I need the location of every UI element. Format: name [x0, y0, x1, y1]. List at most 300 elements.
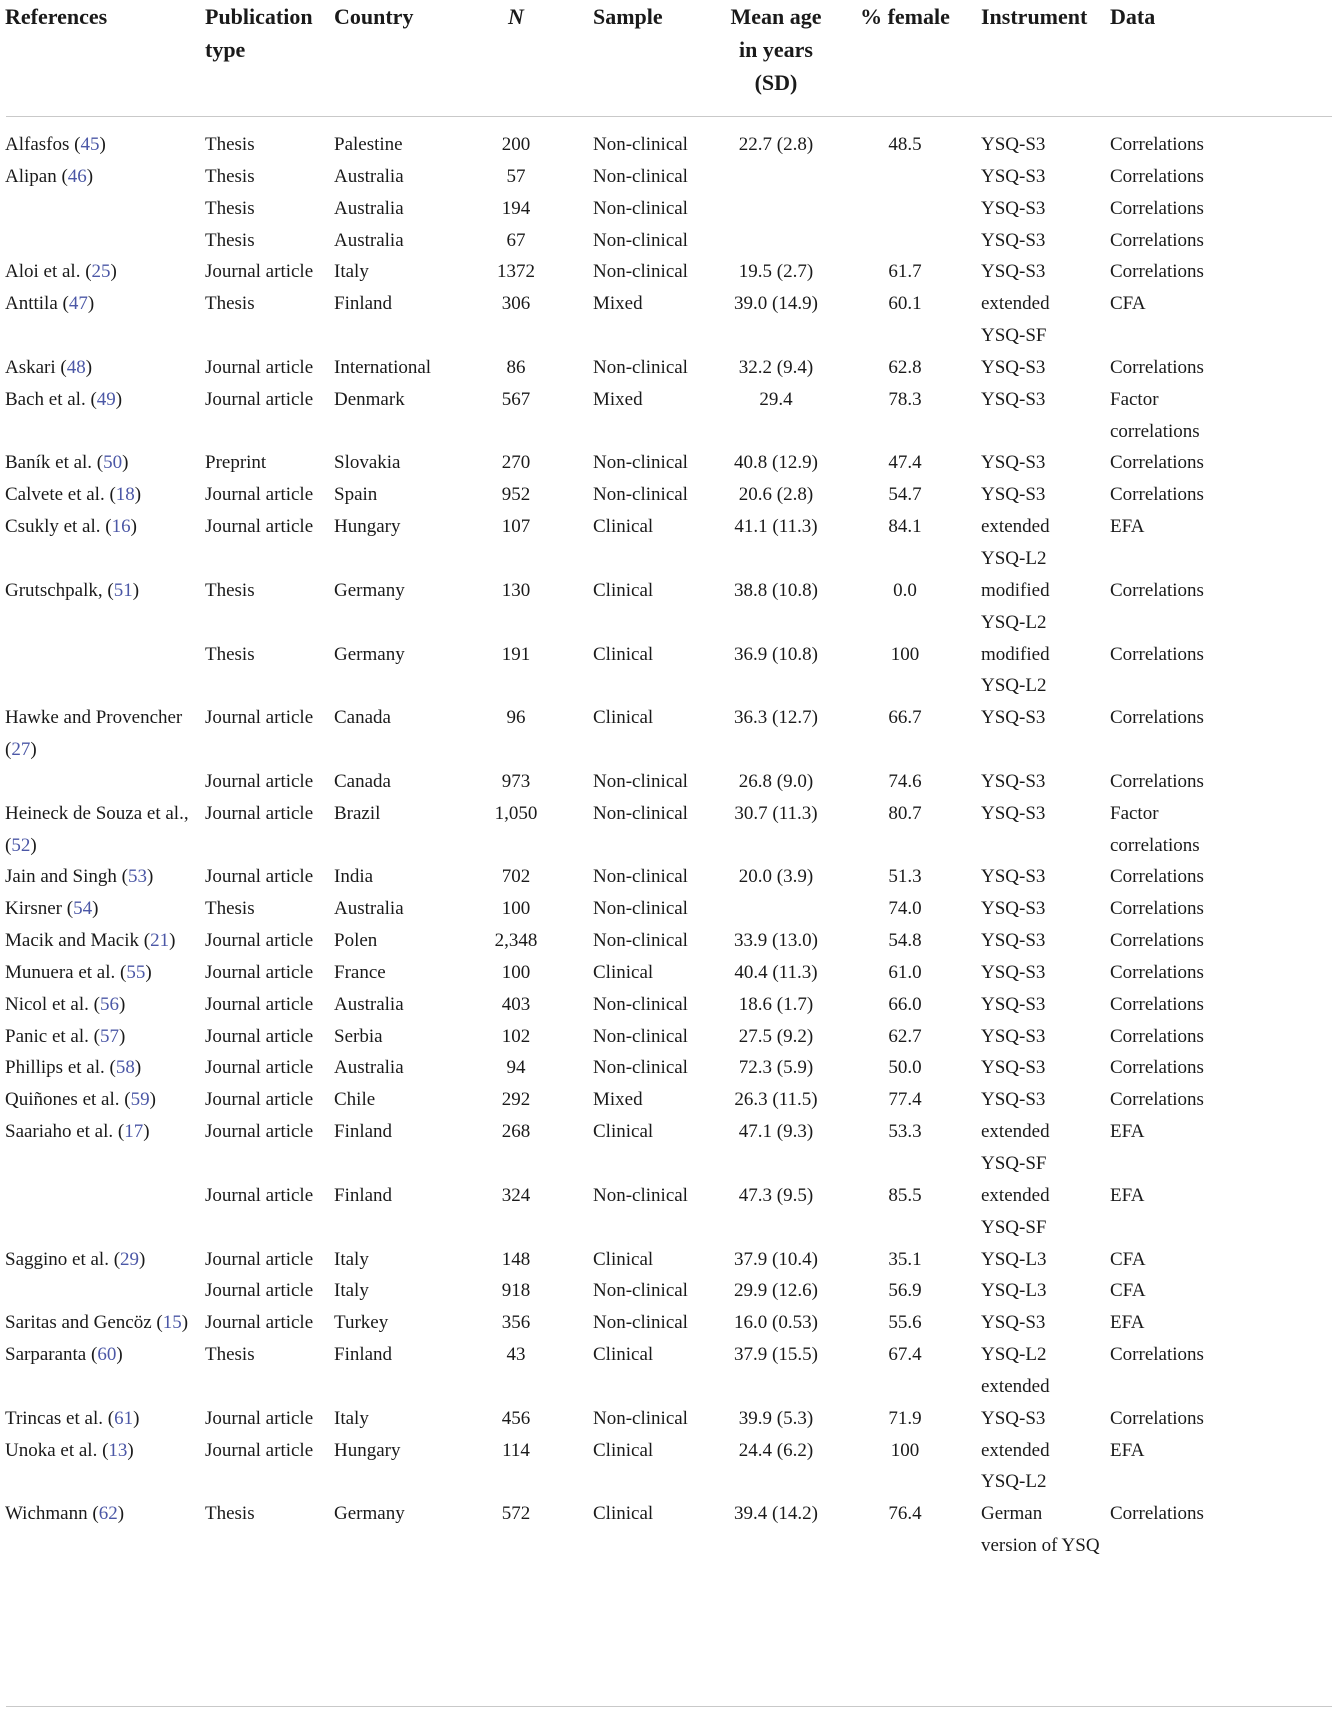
cell-publication-type: Journal article — [205, 1057, 314, 1079]
reference-close-paren: ) — [143, 1121, 150, 1143]
cell-instrument — [981, 957, 1106, 989]
reference-close-paren: ) — [115, 388, 123, 410]
cell-percent-female: 71.9 — [888, 1407, 922, 1429]
cell-country: India — [334, 866, 374, 888]
reference-author: Grutschpalk, ( — [5, 579, 114, 601]
reference-line — [5, 1339, 200, 1371]
header-mean-age — [716, 0, 836, 99]
header-divider — [6, 116, 1332, 117]
cell-data-line: Correlations — [1110, 579, 1204, 601]
cell-n: 100 — [501, 961, 531, 983]
cell-percent-female: 55.6 — [888, 1312, 922, 1334]
cell-mean-age: 47.1 (9.3) — [738, 1121, 814, 1143]
cell-sample: Non-clinical — [593, 1280, 688, 1302]
cell-n: 292 — [501, 1089, 531, 1111]
cell-instrument — [981, 925, 1106, 957]
cell-percent-female: 62.8 — [888, 356, 922, 378]
cell-data-line: Correlations — [1110, 1344, 1204, 1366]
reference-number-link[interactable]: 55 — [126, 961, 146, 983]
reference-line — [5, 989, 200, 1021]
reference-close-paren: ) — [110, 261, 117, 283]
cell-mean-age: 37.9 (15.5) — [734, 1344, 818, 1366]
cell-reference — [5, 384, 200, 416]
cell-data-line: EFA — [1110, 1312, 1145, 1334]
cell-instrument-line: YSQ-S3 — [981, 1025, 1046, 1047]
table-row — [0, 925, 1334, 957]
cell-publication-type: Journal article — [205, 516, 314, 538]
table-row — [0, 161, 1334, 193]
cell-sample: Clinical — [593, 579, 654, 601]
cell-instrument-line: extended — [981, 516, 1050, 538]
cell-publication-type: Journal article — [205, 1089, 314, 1111]
reference-line — [5, 1084, 200, 1116]
cell-data — [1110, 798, 1234, 862]
cell-data-line: EFA — [1110, 516, 1145, 538]
cell-publication-type: Thesis — [205, 229, 255, 251]
reference-number-link[interactable]: 53 — [127, 866, 147, 888]
reference-author: Unoka et al. ( — [5, 1439, 109, 1461]
table-row — [0, 702, 1334, 766]
cell-data-line: Correlations — [1110, 898, 1204, 920]
header-mean-age-line: Mean age — [730, 4, 822, 29]
cell-instrument-line: YSQ-S3 — [981, 866, 1046, 888]
cell-instrument — [981, 1180, 1106, 1244]
cell-n: 1,050 — [494, 802, 538, 824]
cell-instrument-line: YSQ-L2 — [981, 675, 1047, 697]
cell-data — [1110, 1244, 1234, 1276]
cell-sample: Non-clinical — [593, 452, 688, 474]
cell-publication-type: Journal article — [205, 1184, 314, 1206]
cell-reference — [5, 798, 200, 862]
cell-mean-age: 41.1 (11.3) — [734, 516, 818, 538]
cell-country: Germany — [334, 643, 405, 665]
cell-percent-female: 47.4 — [888, 452, 922, 474]
cell-country: Australia — [334, 197, 404, 219]
reference-line — [5, 161, 200, 193]
cell-mean-age: 19.5 (2.7) — [738, 261, 814, 283]
cell-sample: Non-clinical — [593, 1025, 688, 1047]
cell-sample: Non-clinical — [593, 356, 688, 378]
cell-country: France — [334, 961, 386, 983]
cell-instrument — [981, 1307, 1106, 1339]
cell-data — [1110, 1307, 1234, 1339]
reference-author: Wichmann ( — [5, 1503, 99, 1525]
reference-number-link[interactable]: 47 — [68, 293, 88, 315]
cell-publication-type: Thesis — [205, 898, 255, 920]
cell-instrument-line: YSQ-S3 — [981, 452, 1046, 474]
cell-mean-age: 37.9 (10.4) — [734, 1248, 818, 1270]
cell-data-line: Correlations — [1110, 866, 1204, 888]
reference-number-link[interactable]: 21 — [150, 930, 170, 952]
reference-author: Anttila ( — [5, 293, 69, 315]
cell-instrument-line: extended — [981, 1375, 1050, 1397]
table-row — [0, 511, 1334, 575]
cell-data-line: correlations — [1110, 834, 1200, 856]
reference-line — [5, 511, 200, 543]
cell-instrument-line: YSQ-S3 — [981, 961, 1046, 983]
reference-author: Csukly et al. ( — [5, 516, 112, 538]
cell-sample: Non-clinical — [593, 1407, 688, 1429]
cell-reference — [5, 1339, 200, 1371]
cell-reference — [5, 861, 200, 893]
cell-sample: Clinical — [593, 1503, 654, 1525]
header-publication-type — [205, 0, 325, 66]
cell-percent-female: 66.7 — [888, 707, 922, 729]
cell-mean-age: 29.4 — [759, 388, 793, 410]
reference-number-link[interactable]: 50 — [103, 452, 123, 474]
reference-author: Quiñones et al. ( — [5, 1089, 131, 1111]
reference-number-link[interactable]: 25 — [91, 261, 111, 283]
cell-instrument — [981, 384, 1106, 416]
cell-instrument-line: YSQ-S3 — [981, 484, 1046, 506]
cell-n: 114 — [502, 1439, 530, 1461]
cell-country: Australia — [334, 993, 404, 1015]
cell-mean-age: 36.3 (12.7) — [734, 707, 818, 729]
table-row — [0, 1403, 1334, 1435]
reference-number-link[interactable]: 18 — [115, 484, 135, 506]
cell-publication-type: Journal article — [205, 1439, 314, 1461]
cell-sample: Clinical — [593, 643, 654, 665]
table-row — [0, 129, 1334, 161]
cell-publication-type: Journal article — [205, 1312, 314, 1334]
reference-author: Hawke and Provencher — [5, 707, 183, 729]
cell-n: 86 — [506, 356, 526, 378]
cell-n: 952 — [501, 484, 531, 506]
cell-instrument — [981, 1339, 1106, 1403]
cell-sample: Non-clinical — [593, 229, 688, 251]
cell-n: 130 — [501, 579, 531, 601]
cell-instrument-line: modified — [981, 579, 1050, 601]
cell-sample: Non-clinical — [593, 930, 688, 952]
cell-data-line: Correlations — [1110, 356, 1204, 378]
reference-number-link[interactable]: 17 — [124, 1121, 144, 1143]
cell-n: 191 — [501, 643, 531, 665]
reference-line — [5, 830, 200, 862]
cell-country: Italy — [334, 1280, 369, 1302]
cell-sample: Non-clinical — [593, 993, 688, 1015]
cell-data — [1110, 1339, 1234, 1371]
cell-mean-age: 33.9 (13.0) — [734, 930, 818, 952]
cell-n: 702 — [501, 866, 531, 888]
cell-data — [1110, 1498, 1234, 1530]
cell-instrument-line: YSQ-L2 — [981, 1344, 1047, 1366]
cell-reference — [5, 129, 200, 161]
table-row — [0, 957, 1334, 989]
cell-data — [1110, 766, 1234, 798]
cell-sample: Mixed — [593, 293, 643, 315]
cell-percent-female: 62.7 — [888, 1025, 922, 1047]
table-row — [0, 1307, 1334, 1339]
cell-percent-female: 56.9 — [888, 1280, 922, 1302]
cell-percent-female: 54.7 — [888, 484, 922, 506]
cell-country: Brazil — [334, 802, 381, 824]
cell-reference — [5, 1021, 200, 1053]
reference-author: Nicol et al. ( — [5, 993, 100, 1015]
cell-reference — [5, 1403, 200, 1435]
reference-close-paren: ) — [86, 165, 94, 187]
cell-mean-age: 18.6 (1.7) — [738, 993, 814, 1015]
cell-instrument-line: modified — [981, 643, 1050, 665]
cell-reference — [5, 575, 200, 607]
reference-author: Aloi et al. ( — [5, 261, 92, 283]
cell-sample: Mixed — [593, 388, 643, 410]
cell-percent-female: 84.1 — [888, 516, 922, 538]
cell-instrument-line: YSQ-S3 — [981, 165, 1046, 187]
cell-instrument — [981, 129, 1106, 161]
cell-sample: Clinical — [593, 1439, 654, 1461]
cell-instrument — [981, 479, 1106, 511]
cell-n: 306 — [501, 293, 531, 315]
reference-author: Phillips et al. ( — [5, 1057, 116, 1079]
cell-data-line: EFA — [1110, 1121, 1145, 1143]
cell-instrument — [981, 1435, 1106, 1499]
reference-author: Saritas and Gencöz ( — [5, 1312, 163, 1334]
cell-instrument — [981, 447, 1106, 479]
cell-n: 107 — [501, 516, 531, 538]
cell-n: 57 — [506, 165, 526, 187]
reference-close-paren: ) — [134, 1057, 142, 1079]
header-country — [334, 0, 454, 33]
cell-data-line: Correlations — [1110, 1503, 1204, 1525]
header-sample — [593, 0, 713, 33]
reference-number-link[interactable]: 13 — [108, 1439, 128, 1461]
reference-number-link[interactable]: 51 — [113, 579, 133, 601]
header-n-text: N — [508, 4, 524, 29]
cell-sample: Non-clinical — [593, 134, 688, 155]
cell-instrument — [981, 352, 1106, 384]
cell-reference — [5, 989, 200, 1021]
cell-data-line: Correlations — [1110, 1025, 1204, 1047]
cell-data-line: CFA — [1110, 1248, 1146, 1270]
cell-n: 403 — [501, 993, 531, 1015]
cell-country: Italy — [334, 261, 369, 283]
table-row — [0, 225, 1334, 257]
reference-number-link[interactable]: 61 — [114, 1407, 134, 1429]
cell-data — [1110, 861, 1234, 893]
cell-mean-age: 26.3 (11.5) — [734, 1089, 818, 1111]
reference-number-link[interactable]: 29 — [120, 1248, 140, 1270]
reference-line — [5, 352, 200, 384]
cell-instrument-line: YSQ-SF — [981, 1153, 1047, 1174]
cell-n: 1372 — [497, 261, 535, 283]
cell-publication-type: Thesis — [205, 134, 255, 155]
header-instrument — [981, 0, 1106, 33]
cell-data-line: Correlations — [1110, 1089, 1204, 1111]
cell-percent-female: 78.3 — [888, 388, 922, 410]
cell-mean-age: 39.0 (14.9) — [734, 293, 818, 315]
cell-reference — [5, 1052, 200, 1084]
cell-percent-female: 61.0 — [888, 961, 922, 983]
cell-sample: Non-clinical — [593, 866, 688, 888]
cell-sample: Non-clinical — [593, 898, 688, 920]
reference-close-paren: ) — [139, 1248, 146, 1270]
cell-percent-female: 76.4 — [888, 1503, 922, 1525]
cell-country: Australia — [334, 229, 404, 251]
cell-data-line: EFA — [1110, 1184, 1145, 1206]
cell-data-line: CFA — [1110, 293, 1146, 315]
reference-number-link[interactable]: 46 — [67, 165, 87, 187]
cell-reference — [5, 1244, 200, 1276]
cell-reference — [5, 161, 200, 193]
cell-sample: Non-clinical — [593, 197, 688, 219]
cell-country: Slovakia — [334, 452, 401, 474]
cell-data — [1110, 479, 1234, 511]
cell-mean-age: 36.9 (10.8) — [734, 643, 818, 665]
cell-mean-age: 30.7 (11.3) — [734, 802, 818, 824]
cell-country: Finland — [334, 1121, 393, 1143]
cell-data — [1110, 352, 1234, 384]
cell-reference — [5, 511, 200, 543]
cell-instrument-line: extended — [981, 293, 1050, 315]
reference-number-link[interactable]: 15 — [162, 1312, 182, 1334]
table-row — [0, 193, 1334, 225]
cell-percent-female: 77.4 — [888, 1089, 922, 1111]
cell-country: Polen — [334, 930, 378, 952]
reference-number-link[interactable]: 27 — [11, 739, 31, 761]
header-percent-female-line: % female — [860, 4, 950, 29]
header-country-line: Country — [334, 4, 414, 29]
cell-instrument — [981, 511, 1106, 575]
header-mean-age-line: in years — [739, 37, 813, 62]
cell-country: Germany — [334, 579, 405, 601]
reference-number-link[interactable]: 16 — [111, 516, 131, 538]
cell-instrument-line: YSQ-SF — [981, 325, 1047, 347]
cell-percent-female: 50.0 — [888, 1057, 922, 1079]
reference-author: Saariaho et al. ( — [5, 1121, 125, 1143]
cell-percent-female: 60.1 — [888, 293, 922, 315]
cell-mean-age: 26.8 (9.0) — [738, 770, 814, 792]
cell-instrument — [981, 1052, 1106, 1084]
reference-number-link[interactable]: 57 — [99, 1025, 119, 1047]
cell-instrument-line: extended — [981, 1439, 1050, 1461]
cell-n: 918 — [501, 1280, 531, 1302]
cell-publication-type: Journal article — [205, 261, 314, 283]
reference-number-link[interactable]: 52 — [11, 834, 31, 856]
reference-close-paren: ) — [87, 293, 95, 315]
cell-percent-female: 100 — [890, 1439, 920, 1461]
reference-close-paren: ) — [181, 1312, 189, 1334]
cell-mean-age: 24.4 (6.2) — [738, 1439, 814, 1461]
reference-close-paren: ) — [133, 1407, 140, 1429]
cell-data — [1110, 256, 1234, 288]
reference-close-paren: ) — [30, 739, 37, 761]
reference-close-paren: ) — [134, 484, 142, 506]
table-header — [0, 0, 1334, 117]
reference-number-link[interactable]: 54 — [73, 898, 93, 920]
table-row — [0, 861, 1334, 893]
cell-data — [1110, 989, 1234, 1021]
cell-sample: Clinical — [593, 707, 654, 729]
table-row — [0, 1498, 1334, 1562]
cell-mean-age: 29.9 (12.6) — [734, 1280, 818, 1302]
cell-mean-age: 40.8 (12.9) — [734, 452, 818, 474]
cell-data — [1110, 925, 1234, 957]
cell-reference — [5, 1307, 200, 1339]
reference-number-link[interactable]: 48 — [66, 356, 86, 378]
reference-line — [5, 288, 200, 320]
cell-sample: Non-clinical — [593, 1184, 688, 1206]
cell-data-line: Correlations — [1110, 993, 1204, 1015]
reference-line — [5, 1244, 200, 1276]
cell-n: 268 — [501, 1121, 531, 1143]
cell-instrument-line: YSQ-L3 — [981, 1280, 1047, 1302]
cell-n: 96 — [506, 707, 526, 729]
header-references-line: References — [5, 4, 108, 29]
reference-author: Trincas et al. ( — [5, 1407, 115, 1429]
reference-close-paren: ) — [146, 866, 154, 888]
cell-sample: Non-clinical — [593, 165, 688, 187]
cell-publication-type: Journal article — [205, 707, 314, 729]
table-row — [0, 1180, 1334, 1244]
reference-close-paren: ) — [118, 993, 126, 1015]
reference-number-link[interactable]: 58 — [115, 1057, 135, 1079]
reference-line — [5, 1435, 200, 1467]
cell-sample: Non-clinical — [593, 261, 688, 283]
reference-close-paren: ) — [116, 1344, 123, 1366]
cell-data-line: correlations — [1110, 420, 1200, 442]
cell-instrument — [981, 256, 1106, 288]
cell-instrument-line: YSQ-L2 — [981, 1471, 1047, 1493]
reference-line — [5, 1052, 200, 1084]
cell-country: International — [334, 356, 432, 378]
table-row — [0, 1052, 1334, 1084]
cell-publication-type: Journal article — [205, 961, 314, 983]
cell-mean-age: 40.4 (11.3) — [734, 961, 818, 983]
reference-author: Macik and Macik ( — [5, 930, 151, 952]
cell-n: 270 — [501, 452, 531, 474]
cell-data-line: Correlations — [1110, 930, 1204, 952]
reference-author: ( — [5, 834, 12, 856]
cell-n: 356 — [501, 1312, 531, 1334]
cell-data — [1110, 447, 1234, 479]
cell-n: 572 — [501, 1503, 531, 1525]
reference-line — [5, 479, 200, 511]
reference-author: Calvete et al. ( — [5, 484, 116, 506]
cell-percent-female: 66.0 — [888, 993, 922, 1015]
cell-data-line: Correlations — [1110, 229, 1204, 251]
cell-data-line: Correlations — [1110, 1407, 1204, 1429]
header-instrument-line: Instrument — [981, 4, 1088, 29]
reference-number-link[interactable]: 62 — [98, 1503, 118, 1525]
cell-sample: Clinical — [593, 1121, 654, 1143]
cell-percent-female: 74.0 — [888, 898, 922, 920]
cell-mean-age: 22.7 (2.8) — [738, 134, 814, 155]
cell-data-line: Correlations — [1110, 770, 1204, 792]
cell-mean-age: 47.3 (9.5) — [738, 1184, 814, 1206]
reference-number-link[interactable]: 49 — [96, 388, 116, 410]
cell-instrument-line: YSQ-S3 — [981, 229, 1046, 251]
reference-number-link[interactable]: 56 — [99, 993, 119, 1015]
cell-percent-female: 80.7 — [888, 802, 922, 824]
reference-number-link[interactable]: 60 — [97, 1344, 117, 1366]
cell-instrument-line: YSQ-SF — [981, 1216, 1047, 1238]
table-row — [0, 1339, 1334, 1403]
cell-data — [1110, 1435, 1234, 1467]
reference-close-paren: ) — [130, 516, 137, 538]
reference-number-link[interactable]: 45 — [80, 134, 100, 155]
cell-country: Italy — [334, 1407, 369, 1429]
cell-country: Hungary — [334, 1439, 401, 1461]
table-row — [0, 1116, 1334, 1180]
cell-country: Australia — [334, 165, 404, 187]
cell-country: Spain — [334, 484, 378, 506]
cell-data-line: Correlations — [1110, 165, 1204, 187]
reference-line — [5, 1021, 200, 1053]
cell-instrument-line: version of YSQ — [981, 1535, 1100, 1557]
cell-data — [1110, 702, 1234, 734]
reference-number-link[interactable]: 59 — [130, 1089, 150, 1111]
cell-percent-female: 0.0 — [893, 579, 917, 601]
